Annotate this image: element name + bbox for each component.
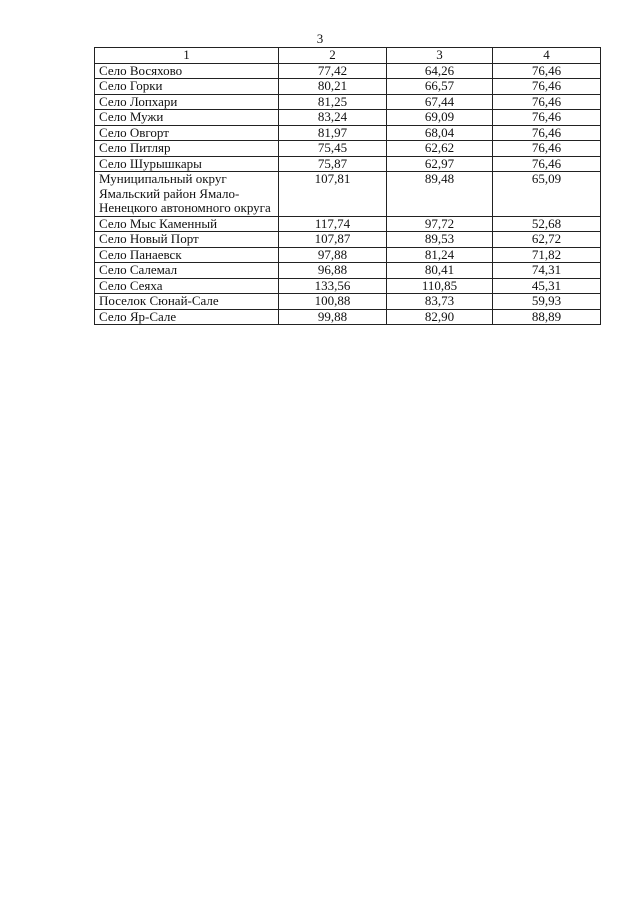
value-col2-cell: 96,88 xyxy=(279,263,387,279)
value-col2-cell: 75,87 xyxy=(279,156,387,172)
table-row xyxy=(95,232,601,248)
header-row xyxy=(95,48,601,64)
table-row xyxy=(95,110,601,126)
table-row xyxy=(95,263,601,279)
value-col2-cell: 97,88 xyxy=(279,247,387,263)
value-col2-cell: 133,56 xyxy=(279,278,387,294)
table-row xyxy=(95,278,601,294)
value-col4-cell: 65,09 xyxy=(493,172,601,217)
value-col2-cell: 81,25 xyxy=(279,94,387,110)
value-col3-cell: 89,53 xyxy=(387,232,493,248)
value-col3-cell: 62,62 xyxy=(387,141,493,157)
settlement-name-cell: Село Овгорт xyxy=(95,125,279,141)
value-col4-cell: 71,82 xyxy=(493,247,601,263)
table-row xyxy=(95,172,601,217)
value-col3-cell: 80,41 xyxy=(387,263,493,279)
value-col4-cell: 76,46 xyxy=(493,94,601,110)
value-col3-cell: 81,24 xyxy=(387,247,493,263)
settlement-name-cell: Село Питляр xyxy=(95,141,279,157)
value-col4-cell: 62,72 xyxy=(493,232,601,248)
settlement-name-cell: Село Мужи xyxy=(95,110,279,126)
settlement-name-cell: Село Лопхари xyxy=(95,94,279,110)
data-table xyxy=(94,47,601,325)
table-header xyxy=(95,48,601,64)
value-col3-cell: 66,57 xyxy=(387,79,493,95)
table-row xyxy=(95,216,601,232)
value-col3-cell: 89,48 xyxy=(387,172,493,217)
value-col2-cell: 99,88 xyxy=(279,309,387,325)
value-col2-cell: 83,24 xyxy=(279,110,387,126)
column-header-4: 4 xyxy=(493,48,601,64)
settlement-name-cell: Поселок Сюнай-Сале xyxy=(95,294,279,310)
value-col3-cell: 64,26 xyxy=(387,63,493,79)
value-col4-cell: 74,31 xyxy=(493,263,601,279)
value-col4-cell: 76,46 xyxy=(493,141,601,157)
value-col4-cell: 76,46 xyxy=(493,156,601,172)
table-row xyxy=(95,247,601,263)
value-col2-cell: 107,81 xyxy=(279,172,387,217)
value-col3-cell: 62,97 xyxy=(387,156,493,172)
settlement-name-cell: Муниципальный округ Ямальский район Ямало-Ненецкого автономного округа xyxy=(95,172,279,217)
value-col3-cell: 110,85 xyxy=(387,278,493,294)
value-col4-cell: 76,46 xyxy=(493,63,601,79)
column-header-1: 1 xyxy=(95,48,279,64)
settlement-name-cell: Село Панаевск xyxy=(95,247,279,263)
table-row xyxy=(95,156,601,172)
table-row xyxy=(95,125,601,141)
value-col3-cell: 83,73 xyxy=(387,294,493,310)
settlement-name-cell: Село Горки xyxy=(95,79,279,95)
value-col4-cell: 59,93 xyxy=(493,294,601,310)
value-col4-cell: 45,31 xyxy=(493,278,601,294)
table-row xyxy=(95,294,601,310)
value-col3-cell: 67,44 xyxy=(387,94,493,110)
settlement-name-cell: Село Сеяха xyxy=(95,278,279,294)
value-col2-cell: 81,97 xyxy=(279,125,387,141)
value-col4-cell: 76,46 xyxy=(493,125,601,141)
value-col2-cell: 75,45 xyxy=(279,141,387,157)
value-col3-cell: 97,72 xyxy=(387,216,493,232)
value-col4-cell: 88,89 xyxy=(493,309,601,325)
table-row xyxy=(95,63,601,79)
settlement-name-cell: Село Новый Порт xyxy=(95,232,279,248)
column-header-3: 3 xyxy=(387,48,493,64)
value-col3-cell: 82,90 xyxy=(387,309,493,325)
page-number: 3 xyxy=(316,31,324,46)
settlement-name-cell: Село Салемал xyxy=(95,263,279,279)
value-col4-cell: 76,46 xyxy=(493,79,601,95)
settlement-name-cell: Село Яр-Сале xyxy=(95,309,279,325)
table-body xyxy=(95,63,601,325)
value-col2-cell: 77,42 xyxy=(279,63,387,79)
settlement-name-cell: Село Восяхово xyxy=(95,63,279,79)
table-row xyxy=(95,94,601,110)
value-col2-cell: 107,87 xyxy=(279,232,387,248)
value-col3-cell: 69,09 xyxy=(387,110,493,126)
settlement-name-cell: Село Шурышкары xyxy=(95,156,279,172)
column-header-2: 2 xyxy=(279,48,387,64)
table-row xyxy=(95,79,601,95)
value-col2-cell: 80,21 xyxy=(279,79,387,95)
value-col2-cell: 117,74 xyxy=(279,216,387,232)
value-col4-cell: 76,46 xyxy=(493,110,601,126)
table-row xyxy=(95,141,601,157)
table-row xyxy=(95,309,601,325)
value-col2-cell: 100,88 xyxy=(279,294,387,310)
value-col3-cell: 68,04 xyxy=(387,125,493,141)
settlement-name-cell: Село Мыс Каменный xyxy=(95,216,279,232)
value-col4-cell: 52,68 xyxy=(493,216,601,232)
